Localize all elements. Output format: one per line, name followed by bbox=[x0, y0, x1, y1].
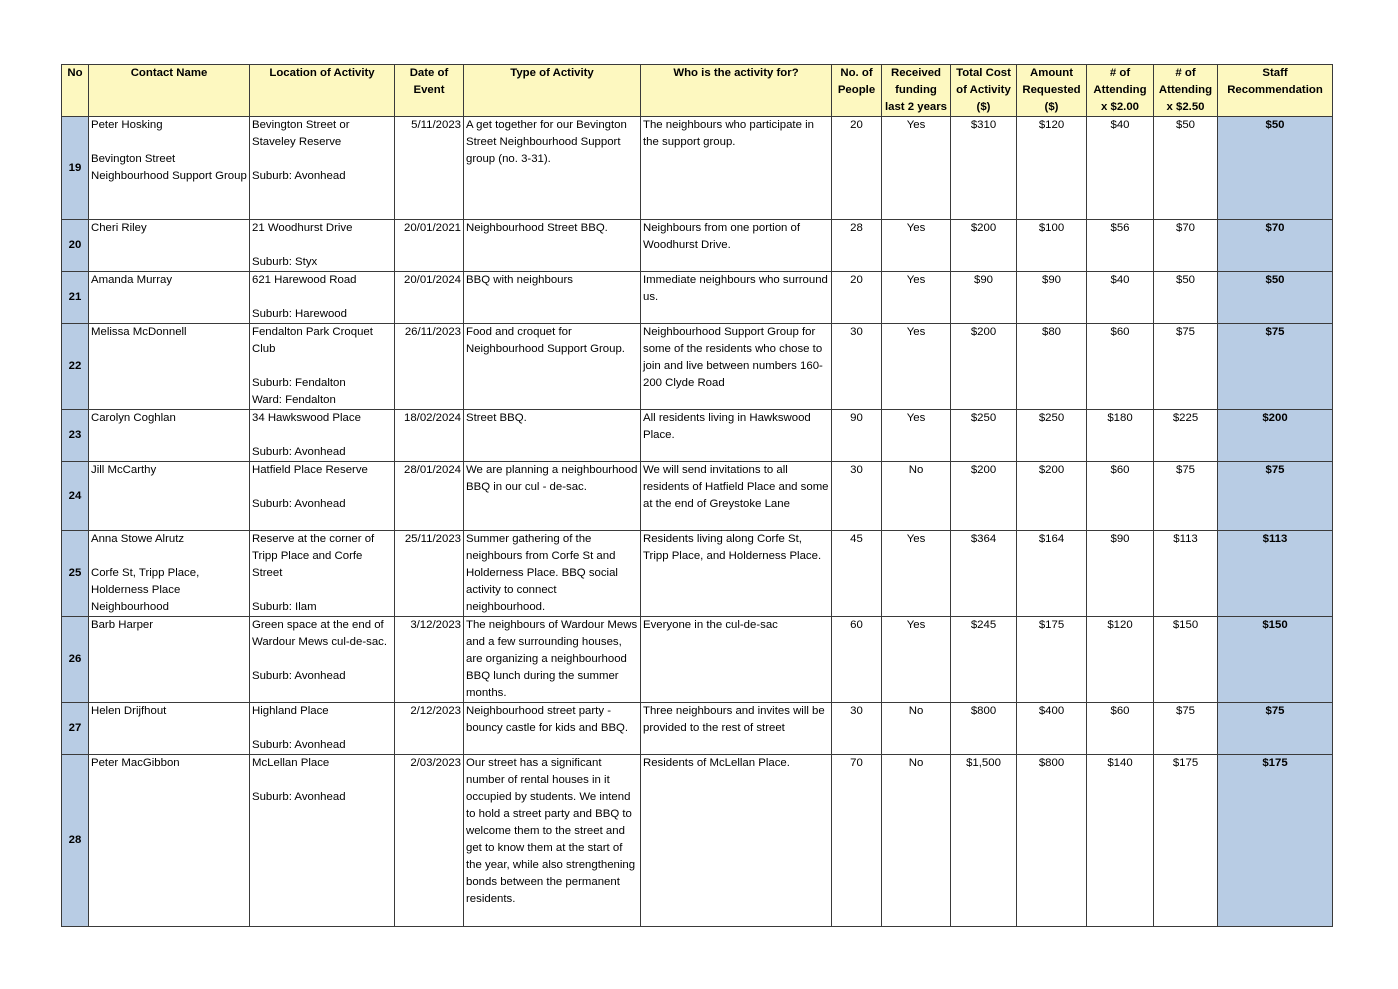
cell-date: 20/01/2024 bbox=[395, 272, 464, 324]
cell-row-number: 26 bbox=[62, 617, 89, 703]
cell-activity-type: Summer gathering of the neighbours from Corfe St and Holderness Place. BBQ social activity to connect neighbourhood. bbox=[464, 531, 641, 617]
cell-attending-250: $225 bbox=[1154, 410, 1218, 462]
cell-total-cost: $800 bbox=[951, 703, 1017, 755]
cell-audience: The neighbours who participate in the support group. bbox=[641, 117, 832, 220]
funding-table bbox=[61, 64, 1333, 927]
cell-amount-requested: $200 bbox=[1017, 462, 1087, 531]
cell-contact-name: Cheri Riley bbox=[89, 220, 250, 272]
header-type: Type of Activity bbox=[464, 65, 641, 117]
cell-total-cost: $90 bbox=[951, 272, 1017, 324]
cell-attending-2: $180 bbox=[1087, 410, 1154, 462]
cell-people-count: 60 bbox=[832, 617, 882, 703]
table-row bbox=[62, 324, 1333, 410]
cell-date: 18/02/2024 bbox=[395, 410, 464, 462]
cell-location: Hatfield Place Reserve Suburb: Avonhead bbox=[250, 462, 395, 531]
cell-row-number: 24 bbox=[62, 462, 89, 531]
cell-location: 621 Harewood Road Suburb: Harewood bbox=[250, 272, 395, 324]
cell-activity-type: Neighbourhood Street BBQ. bbox=[464, 220, 641, 272]
table-row bbox=[62, 117, 1333, 220]
cell-contact-name: Barb Harper bbox=[89, 617, 250, 703]
cell-row-number: 28 bbox=[62, 755, 89, 927]
cell-people-count: 30 bbox=[832, 324, 882, 410]
table-row bbox=[62, 272, 1333, 324]
cell-row-number: 23 bbox=[62, 410, 89, 462]
header-staff-recommendation: Staff Recommendation bbox=[1218, 65, 1333, 117]
cell-people-count: 20 bbox=[832, 117, 882, 220]
cell-activity-type: Street BBQ. bbox=[464, 410, 641, 462]
cell-audience: Everyone in the cul-de-sac bbox=[641, 617, 832, 703]
cell-attending-2: $56 bbox=[1087, 220, 1154, 272]
cell-row-number: 21 bbox=[62, 272, 89, 324]
cell-audience: Residents living along Corfe St, Tripp Place, and Holderness Place. bbox=[641, 531, 832, 617]
cell-attending-2: $40 bbox=[1087, 117, 1154, 220]
cell-audience: Neighbours from one portion of Woodhurst Drive. bbox=[641, 220, 832, 272]
cell-attending-2: $90 bbox=[1087, 531, 1154, 617]
cell-contact-name: Peter Hosking Bevington Street Neighbourhood Support Group bbox=[89, 117, 250, 220]
cell-amount-requested: $800 bbox=[1017, 755, 1087, 927]
cell-total-cost: $250 bbox=[951, 410, 1017, 462]
cell-activity-type: We are planning a neighbourhood BBQ in our cul - de-sac. bbox=[464, 462, 641, 531]
cell-people-count: 45 bbox=[832, 531, 882, 617]
cell-audience: Neighbourhood Support Group for some of the residents who chose to join and live between numbers 160-200 Clyde Road bbox=[641, 324, 832, 410]
cell-attending-250: $75 bbox=[1154, 462, 1218, 531]
cell-date: 25/11/2023 bbox=[395, 531, 464, 617]
cell-people-count: 20 bbox=[832, 272, 882, 324]
cell-location: Bevington Street or Staveley Reserve Suburb: Avonhead bbox=[250, 117, 395, 220]
cell-people-count: 28 bbox=[832, 220, 882, 272]
cell-date: 26/11/2023 bbox=[395, 324, 464, 410]
cell-received-funding: No bbox=[882, 462, 951, 531]
cell-attending-250: $113 bbox=[1154, 531, 1218, 617]
cell-activity-type: Food and croquet for Neighbourhood Support Group. bbox=[464, 324, 641, 410]
cell-row-number: 20 bbox=[62, 220, 89, 272]
cell-attending-2: $60 bbox=[1087, 703, 1154, 755]
header-total-cost: Total Cost of Activity ($) bbox=[951, 65, 1017, 117]
cell-attending-250: $70 bbox=[1154, 220, 1218, 272]
cell-activity-type: BBQ with neighbours bbox=[464, 272, 641, 324]
table-row bbox=[62, 410, 1333, 462]
cell-location: Fendalton Park Croquet Club Suburb: Fendalton Ward: Fendalton bbox=[250, 324, 395, 410]
cell-people-count: 30 bbox=[832, 462, 882, 531]
cell-amount-requested: $175 bbox=[1017, 617, 1087, 703]
cell-attending-2: $60 bbox=[1087, 462, 1154, 531]
cell-date: 2/12/2023 bbox=[395, 703, 464, 755]
cell-received-funding: Yes bbox=[882, 617, 951, 703]
cell-total-cost: $364 bbox=[951, 531, 1017, 617]
cell-location: McLellan Place Suburb: Avonhead bbox=[250, 755, 395, 927]
cell-date: 20/01/2021 bbox=[395, 220, 464, 272]
cell-location: Reserve at the corner of Tripp Place and Corfe Street Suburb: Ilam bbox=[250, 531, 395, 617]
table-row bbox=[62, 617, 1333, 703]
cell-staff-recommendation: $175 bbox=[1218, 755, 1333, 927]
cell-contact-name: Amanda Murray bbox=[89, 272, 250, 324]
cell-amount-requested: $90 bbox=[1017, 272, 1087, 324]
table-row bbox=[62, 531, 1333, 617]
cell-amount-requested: $80 bbox=[1017, 324, 1087, 410]
cell-received-funding: Yes bbox=[882, 324, 951, 410]
cell-attending-250: $50 bbox=[1154, 272, 1218, 324]
cell-location: 34 Hawkswood Place Suburb: Avonhead bbox=[250, 410, 395, 462]
cell-received-funding: No bbox=[882, 755, 951, 927]
cell-amount-requested: $250 bbox=[1017, 410, 1087, 462]
cell-people-count: 30 bbox=[832, 703, 882, 755]
cell-attending-2: $40 bbox=[1087, 272, 1154, 324]
cell-received-funding: Yes bbox=[882, 117, 951, 220]
cell-staff-recommendation: $70 bbox=[1218, 220, 1333, 272]
cell-staff-recommendation: $50 bbox=[1218, 117, 1333, 220]
cell-location: Green space at the end of Wardour Mews cul-de-sac. Suburb: Avonhead bbox=[250, 617, 395, 703]
cell-received-funding: Yes bbox=[882, 272, 951, 324]
cell-attending-250: $50 bbox=[1154, 117, 1218, 220]
cell-people-count: 70 bbox=[832, 755, 882, 927]
cell-contact-name: Helen Drijfhout bbox=[89, 703, 250, 755]
cell-audience: Residents of McLellan Place. bbox=[641, 755, 832, 927]
header-date: Date of Event bbox=[395, 65, 464, 117]
header-amount-requested: Amount Requested ($) bbox=[1017, 65, 1087, 117]
cell-total-cost: $200 bbox=[951, 220, 1017, 272]
table-row bbox=[62, 755, 1333, 927]
cell-received-funding: No bbox=[882, 703, 951, 755]
cell-total-cost: $310 bbox=[951, 117, 1017, 220]
cell-location: 21 Woodhurst Drive Suburb: Styx bbox=[250, 220, 395, 272]
cell-amount-requested: $164 bbox=[1017, 531, 1087, 617]
cell-audience: We will send invitations to all residents of Hatfield Place and some at the end of Greystoke Lane bbox=[641, 462, 832, 531]
cell-staff-recommendation: $200 bbox=[1218, 410, 1333, 462]
cell-received-funding: Yes bbox=[882, 410, 951, 462]
cell-attending-250: $75 bbox=[1154, 324, 1218, 410]
cell-staff-recommendation: $75 bbox=[1218, 324, 1333, 410]
header-who: Who is the activity for? bbox=[641, 65, 832, 117]
cell-activity-type: Neighbourhood street party - bouncy castle for kids and BBQ. bbox=[464, 703, 641, 755]
cell-row-number: 19 bbox=[62, 117, 89, 220]
header-contact-name: Contact Name bbox=[89, 65, 250, 117]
header-location: Location of Activity bbox=[250, 65, 395, 117]
cell-staff-recommendation: $113 bbox=[1218, 531, 1333, 617]
cell-people-count: 90 bbox=[832, 410, 882, 462]
cell-row-number: 22 bbox=[62, 324, 89, 410]
cell-date: 3/12/2023 bbox=[395, 617, 464, 703]
table-row bbox=[62, 220, 1333, 272]
cell-contact-name: Jill McCarthy bbox=[89, 462, 250, 531]
cell-date: 2/03/2023 bbox=[395, 755, 464, 927]
cell-attending-250: $75 bbox=[1154, 703, 1218, 755]
cell-total-cost: $200 bbox=[951, 324, 1017, 410]
cell-amount-requested: $100 bbox=[1017, 220, 1087, 272]
header-people: No. of People bbox=[832, 65, 882, 117]
cell-received-funding: Yes bbox=[882, 220, 951, 272]
cell-date: 28/01/2024 bbox=[395, 462, 464, 531]
cell-staff-recommendation: $50 bbox=[1218, 272, 1333, 324]
cell-attending-250: $150 bbox=[1154, 617, 1218, 703]
cell-amount-requested: $400 bbox=[1017, 703, 1087, 755]
cell-audience: All residents living in Hawkswood Place. bbox=[641, 410, 832, 462]
cell-activity-type: Our street has a significant number of rental houses in it occupied by students. We intend to hold a street party and BBQ to welcome them to the street and get to know them at the start of the year, while also strengthening bonds between the permanent residents. bbox=[464, 755, 641, 927]
header-attending-2: # of Attending x $2.00 bbox=[1087, 65, 1154, 117]
cell-attending-2: $140 bbox=[1087, 755, 1154, 927]
table-row bbox=[62, 462, 1333, 531]
cell-activity-type: A get together for our Bevington Street Neighbourhood Support group (no. 3-31). bbox=[464, 117, 641, 220]
cell-total-cost: $245 bbox=[951, 617, 1017, 703]
cell-attending-2: $120 bbox=[1087, 617, 1154, 703]
cell-activity-type: The neighbours of Wardour Mews and a few surrounding houses, are organizing a neighbourhood BBQ lunch during the summer months. bbox=[464, 617, 641, 703]
cell-attending-2: $60 bbox=[1087, 324, 1154, 410]
cell-staff-recommendation: $75 bbox=[1218, 703, 1333, 755]
header-attending-250: # of Attending x $2.50 bbox=[1154, 65, 1218, 117]
header-received: Received funding last 2 years bbox=[882, 65, 951, 117]
header-row bbox=[62, 65, 1333, 117]
cell-row-number: 27 bbox=[62, 703, 89, 755]
header-no: No bbox=[62, 65, 89, 117]
cell-audience: Immediate neighbours who surround us. bbox=[641, 272, 832, 324]
cell-staff-recommendation: $75 bbox=[1218, 462, 1333, 531]
table-body bbox=[62, 117, 1333, 927]
cell-contact-name: Anna Stowe Alrutz Corfe St, Tripp Place, Holderness Place Neighbourhood bbox=[89, 531, 250, 617]
cell-attending-250: $175 bbox=[1154, 755, 1218, 927]
cell-contact-name: Carolyn Coghlan bbox=[89, 410, 250, 462]
cell-contact-name: Melissa McDonnell bbox=[89, 324, 250, 410]
cell-amount-requested: $120 bbox=[1017, 117, 1087, 220]
cell-staff-recommendation: $150 bbox=[1218, 617, 1333, 703]
cell-date: 5/11/2023 bbox=[395, 117, 464, 220]
cell-audience: Three neighbours and invites will be provided to the rest of street bbox=[641, 703, 832, 755]
cell-received-funding: Yes bbox=[882, 531, 951, 617]
cell-location: Highland Place Suburb: Avonhead bbox=[250, 703, 395, 755]
cell-total-cost: $200 bbox=[951, 462, 1017, 531]
table-row bbox=[62, 703, 1333, 755]
cell-contact-name: Peter MacGibbon bbox=[89, 755, 250, 927]
cell-row-number: 25 bbox=[62, 531, 89, 617]
cell-total-cost: $1,500 bbox=[951, 755, 1017, 927]
